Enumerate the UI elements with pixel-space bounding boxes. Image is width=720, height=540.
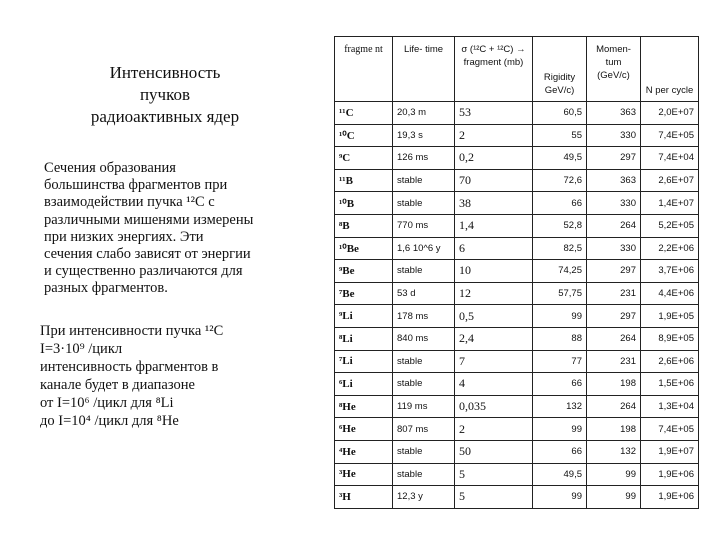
cell-rigidity: 99 (533, 305, 587, 328)
text-line: интенсивность фрагментов в (40, 359, 219, 375)
table-row (335, 282, 699, 305)
cell-momentum: 198 (587, 418, 641, 441)
table-row (335, 124, 699, 147)
cell-momentum: 231 (587, 282, 641, 305)
cell-lifetime: stable (393, 463, 455, 486)
table-row (335, 214, 699, 237)
table-row (335, 486, 699, 509)
table-row (335, 418, 699, 441)
page-title (40, 62, 290, 128)
cell-fragment: ⁸B (335, 214, 393, 237)
cell-fragment: ³H (335, 486, 393, 509)
text-line: При интенсивности пучка ¹²C (40, 323, 224, 339)
cell-sigma: 12 (455, 282, 533, 305)
text-line: I=3·10⁹ /цикл (40, 341, 123, 357)
cell-lifetime: 126 ms (393, 147, 455, 170)
text-line: при низких энергиях. Эти (44, 228, 204, 245)
cell-sigma: 5 (455, 463, 533, 486)
text-line: сечения слабо зависят от энергии (44, 246, 251, 263)
cell-momentum: 297 (587, 305, 641, 328)
table-row (335, 373, 699, 396)
cell-fragment: ³He (335, 463, 393, 486)
cell-lifetime: 770 ms (393, 214, 455, 237)
title-line: пучков (139, 85, 191, 104)
cell-n: 2,6E+06 (641, 350, 699, 373)
cell-rigidity: 77 (533, 350, 587, 373)
cell-lifetime: 178 ms (393, 305, 455, 328)
cell-fragment: ¹⁰Be (335, 237, 393, 260)
cell-lifetime: stable (393, 169, 455, 192)
cell-rigidity: 66 (533, 373, 587, 396)
cell-sigma: 5 (455, 486, 533, 509)
cell-n: 3,7E+06 (641, 260, 699, 283)
cell-fragment: ¹¹C (335, 102, 393, 125)
cell-sigma: 0,035 (455, 395, 533, 418)
cell-lifetime: 53 d (393, 282, 455, 305)
cell-rigidity: 88 (533, 327, 587, 350)
cell-lifetime: 807 ms (393, 418, 455, 441)
cell-sigma: 2 (455, 418, 533, 441)
cell-momentum: 363 (587, 169, 641, 192)
cell-n: 2,6E+07 (641, 169, 699, 192)
cell-rigidity: 99 (533, 418, 587, 441)
cell-sigma: 7 (455, 350, 533, 373)
cell-sigma: 4 (455, 373, 533, 396)
cell-fragment: ¹¹B (335, 169, 393, 192)
cell-fragment: ⁸He (335, 395, 393, 418)
cell-n: 1,9E+07 (641, 440, 699, 463)
cell-sigma: 0,5 (455, 305, 533, 328)
cell-rigidity: 52,8 (533, 214, 587, 237)
cell-n: 7,4E+04 (641, 147, 699, 170)
text-line: до I=10⁴ /цикл для ⁸He (40, 413, 179, 429)
cell-rigidity: 66 (533, 192, 587, 215)
text-line: большинства фрагментов при (44, 177, 228, 194)
text-line: канале будет в диапазоне (40, 377, 195, 393)
cell-sigma: 0,2 (455, 147, 533, 170)
cell-rigidity: 74,25 (533, 260, 587, 283)
table-row (335, 327, 699, 350)
cell-rigidity: 72,6 (533, 169, 587, 192)
cell-sigma: 6 (455, 237, 533, 260)
cell-lifetime: 840 ms (393, 327, 455, 350)
cell-fragment: ⁴He (335, 440, 393, 463)
cell-momentum: 297 (587, 147, 641, 170)
cell-rigidity: 49,5 (533, 463, 587, 486)
cell-rigidity: 66 (533, 440, 587, 463)
header-sigma: σ (¹²C + ¹²C) → fragment (mb) (455, 37, 533, 102)
cell-momentum: 231 (587, 350, 641, 373)
cell-n: 5,2E+05 (641, 214, 699, 237)
table-row (335, 350, 699, 373)
cell-n: 4,4E+06 (641, 282, 699, 305)
table-row (335, 102, 699, 125)
cell-fragment: ⁷Li (335, 350, 393, 373)
cell-sigma: 38 (455, 192, 533, 215)
cell-rigidity: 60,5 (533, 102, 587, 125)
table-row (335, 305, 699, 328)
cell-sigma: 10 (455, 260, 533, 283)
cell-n: 1,9E+06 (641, 463, 699, 486)
cell-rigidity: 99 (533, 486, 587, 509)
text-line: взаимодействии пучка ¹²C с (44, 194, 215, 211)
cell-fragment: ⁶Li (335, 373, 393, 396)
table-row (335, 260, 699, 283)
text-line: Сечения образования (44, 160, 176, 176)
cell-n: 1,5E+06 (641, 373, 699, 396)
cell-fragment: ⁹C (335, 147, 393, 170)
cell-lifetime: stable (393, 350, 455, 373)
fragments-table (334, 36, 699, 509)
intensity-paragraph (40, 322, 310, 430)
cell-sigma: 1,4 (455, 214, 533, 237)
cell-sigma: 50 (455, 440, 533, 463)
cell-n: 8,9E+05 (641, 327, 699, 350)
cell-momentum: 264 (587, 395, 641, 418)
text-line: разных фрагментов. (44, 280, 168, 297)
text-line: различными мишенями измерены (44, 211, 254, 228)
cross-section-paragraph (44, 160, 294, 298)
cell-momentum: 264 (587, 327, 641, 350)
cell-momentum: 330 (587, 124, 641, 147)
cell-sigma: 2 (455, 124, 533, 147)
cell-lifetime: stable (393, 373, 455, 396)
cell-momentum: 99 (587, 486, 641, 509)
cell-fragment: ⁹Be (335, 260, 393, 283)
cell-rigidity: 132 (533, 395, 587, 418)
cell-n: 1,9E+05 (641, 305, 699, 328)
cell-sigma: 70 (455, 169, 533, 192)
cell-n: 7,4E+05 (641, 418, 699, 441)
header-rigidity: Rigidity GeV/c) (533, 37, 587, 102)
cell-lifetime: stable (393, 192, 455, 215)
cell-momentum: 363 (587, 102, 641, 125)
cell-momentum: 330 (587, 192, 641, 215)
cell-fragment: ¹⁰C (335, 124, 393, 147)
cell-lifetime: 19,3 s (393, 124, 455, 147)
cell-lifetime: 20,3 m (393, 102, 455, 125)
header-momentum: Momen- tum (GeV/c) (587, 37, 641, 102)
table-row (335, 440, 699, 463)
cell-fragment: ⁸Li (335, 327, 393, 350)
cell-fragment: ⁷Be (335, 282, 393, 305)
cell-n: 2,2E+06 (641, 237, 699, 260)
cell-n: 2,0E+07 (641, 102, 699, 125)
cell-momentum: 99 (587, 463, 641, 486)
table-row (335, 463, 699, 486)
cell-sigma: 53 (455, 102, 533, 125)
table-row (335, 192, 699, 215)
table-row (335, 169, 699, 192)
table-header-row (335, 37, 699, 102)
cell-momentum: 132 (587, 440, 641, 463)
cell-n: 1,9E+06 (641, 486, 699, 509)
cell-fragment: ⁶He (335, 418, 393, 441)
cell-fragment: ¹⁰B (335, 192, 393, 215)
cell-lifetime: 1,6 10^6 y (393, 237, 455, 260)
cell-momentum: 297 (587, 260, 641, 283)
title-line: радиоактивных ядер (90, 107, 240, 126)
text-line: и существенно различаются для (44, 263, 243, 280)
title-line: Интенсивность (109, 63, 221, 82)
table-row (335, 395, 699, 418)
table-row (335, 147, 699, 170)
cell-fragment: ⁹Li (335, 305, 393, 328)
cell-rigidity: 55 (533, 124, 587, 147)
table-row (335, 237, 699, 260)
cell-lifetime: stable (393, 260, 455, 283)
cell-lifetime: 12,3 y (393, 486, 455, 509)
cell-n: 1,3E+04 (641, 395, 699, 418)
cell-lifetime: stable (393, 440, 455, 463)
cell-n: 7,4E+05 (641, 124, 699, 147)
cell-sigma: 2,4 (455, 327, 533, 350)
cell-lifetime: 119 ms (393, 395, 455, 418)
cell-n: 1,4E+07 (641, 192, 699, 215)
cell-momentum: 330 (587, 237, 641, 260)
header-n: N per cycle (641, 37, 699, 102)
text-line: от I=10⁶ /цикл для ⁸Li (40, 395, 174, 411)
cell-rigidity: 82,5 (533, 237, 587, 260)
cell-momentum: 198 (587, 373, 641, 396)
header-lifetime: Life- time (393, 37, 455, 102)
header-fragment: fragme nt (335, 37, 393, 102)
cell-momentum: 264 (587, 214, 641, 237)
cell-rigidity: 57,75 (533, 282, 587, 305)
cell-rigidity: 49,5 (533, 147, 587, 170)
